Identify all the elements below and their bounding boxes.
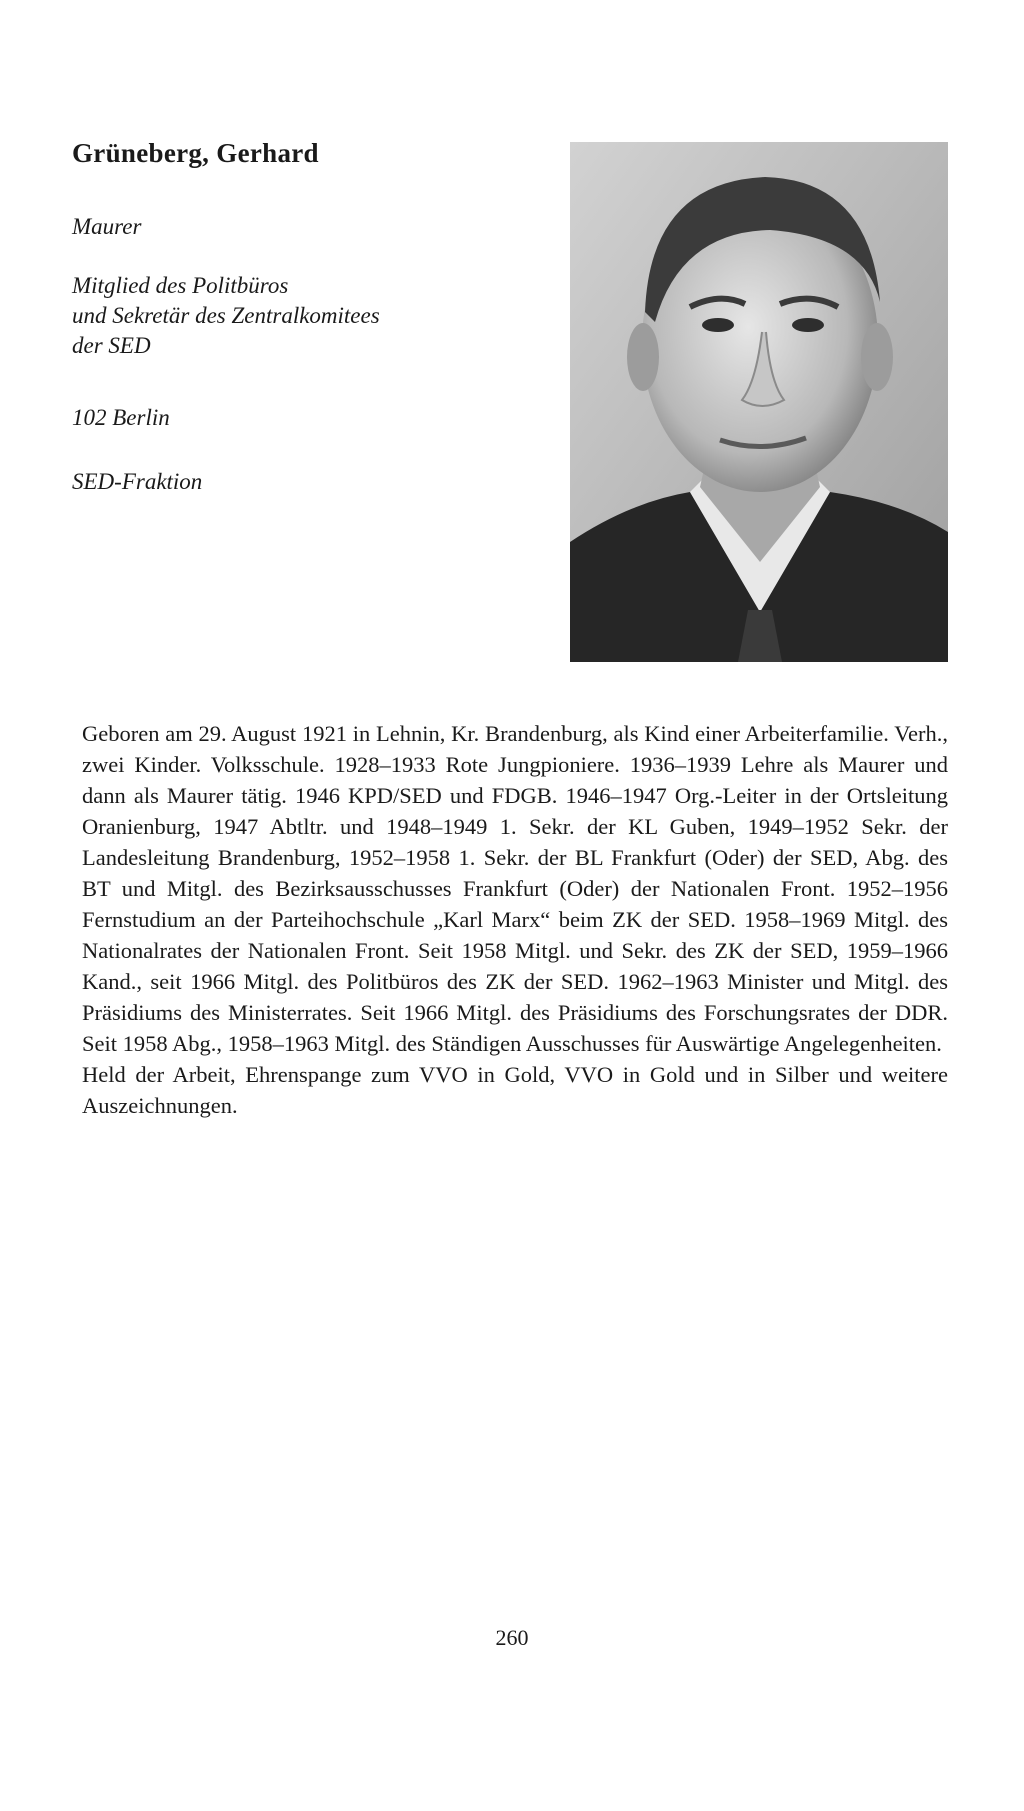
portrait-photo [570, 142, 948, 662]
person-name: Grüneberg, Gerhard [72, 138, 319, 168]
biography [82, 718, 948, 1121]
fraction: SED-Fraktion [72, 469, 203, 494]
city: 102 Berlin [72, 405, 170, 430]
position-line: und Sekretär des Zentralkomitees [72, 303, 380, 328]
position-line: Mitglied des Politbüros [72, 273, 289, 298]
position-line: der SED [72, 333, 151, 358]
profession: Maurer [72, 214, 142, 239]
position-block [72, 271, 380, 361]
biography-paragraph: Held der Arbeit, Ehrenspange zum VVO in Gold, VVO in Gold und in Silber und weitere Auszeichnungen. [82, 1062, 948, 1118]
page-number: 260 [495, 1625, 529, 1650]
biography-paragraph: Geboren am 29. August 1921 in Lehnin, Kr. Brandenburg, als Kind einer Arbeiterfamilie. Verh., zwei Kinder. Volksschule. 1928–1933 Rote Jungpioniere. 1936–1939 Lehre als Maurer und dann als Maurer tätig. 1946 KPD/SED und FDGB. 1946–1947 Org.-Leiter in der Ortsleitung Oranienburg, 1947 Abtltr. und 1948–1949 1. Sekr. der KL Guben, 1949–1952 Sekr. der Landesleitung Brandenburg, 1952–1958 1. Sekr. der BL Frankfurt (Oder) der SED, Abg. des BT und Mitgl. des Bezirksausschusses Frankfurt (Oder) der Nationalen Front. 1952–1956 Fernstudium an der Parteihochschule „Karl Marx“ beim ZK der SED. 1958–1969 Mitgl. des Nationalrates der Nationalen Front. Seit 1958 Mitgl. und Sekr. des ZK der SED, 1959–1966 Kand., seit 1966 Mitgl. des Politbüros des ZK der SED. 1962–1963 Minister und Mitgl. des Präsidiums des Ministerrates. Seit 1966 Mitgl. des Präsidiums des Forschungsrates der DDR. Seit 1958 Abg., 1958–1963 Mitgl. des Ständigen Ausschusses für Auswärtige Angelegenheiten. [82, 721, 948, 1056]
